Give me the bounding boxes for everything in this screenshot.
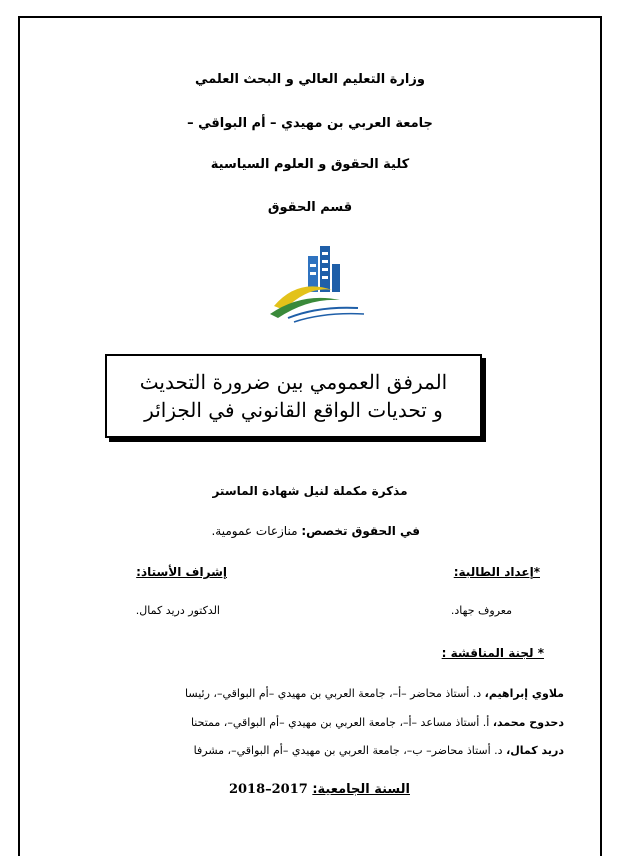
- thesis-title-box: [105, 354, 482, 438]
- supervisor-label: إشراف الأستاذ:: [136, 565, 227, 579]
- committee-member-details: د. أستاذ محاضر –أ–، جامعة العربي بن مهيدي –أم البواقي–، رئيسا: [185, 687, 485, 700]
- university-name: جامعة العربي بن مهيدي – أم البواقي –: [187, 116, 433, 131]
- student-name: معروف جهاد.: [450, 604, 512, 617]
- specialization-line: [211, 524, 420, 538]
- committee-label: * لجنة المناقشة :: [441, 646, 544, 660]
- committee-member-name: دحدوح محمد،: [492, 716, 564, 729]
- faculty-name: كلية الحقوق و العلوم السياسية: [210, 157, 410, 172]
- committee-member: [191, 716, 564, 729]
- department-name: قسم الحقوق: [267, 200, 353, 215]
- committee-member-name: ملاوي إبراهيم،: [484, 687, 564, 700]
- academic-year-value: 2017–2018: [228, 782, 313, 797]
- ministry-name: وزارة التعليم العالي و البحث العلمي: [195, 72, 425, 87]
- thesis-title-line-1: المرفق العمومي بين ضرورة التحديث: [139, 370, 448, 394]
- committee-member: [194, 744, 564, 757]
- thesis-purpose: مذكرة مكملة لنيل شهادة الماستر: [212, 484, 408, 498]
- specialization-label: في الحقوق تخصص:: [301, 524, 420, 538]
- prepared-by-label: *إعداد الطالبة:: [453, 565, 540, 579]
- thesis-title-line-2: و تحديات الواقع القانوني في الجزائر: [144, 398, 443, 422]
- committee-member-name: دريد كمال،: [506, 744, 564, 757]
- academic-year: [229, 782, 410, 797]
- university-logo: [268, 244, 368, 326]
- committee-member: [185, 687, 564, 700]
- academic-year-label: السنة الجامعية:: [312, 782, 410, 797]
- supervisor-name: الدكتور دريد كمال.: [135, 604, 220, 617]
- specialization-value: منازعات عمومية.: [211, 524, 302, 538]
- committee-member-details: أ. أستاذ مساعد –أ–، جامعة العربي بن مهيدي –أم البواقي–، ممتحنا: [190, 716, 493, 729]
- committee-member-details: د. أستاذ محاضر– ب–، جامعة العربي بن مهيدي –أم البواقي–، مشرفا: [193, 744, 507, 757]
